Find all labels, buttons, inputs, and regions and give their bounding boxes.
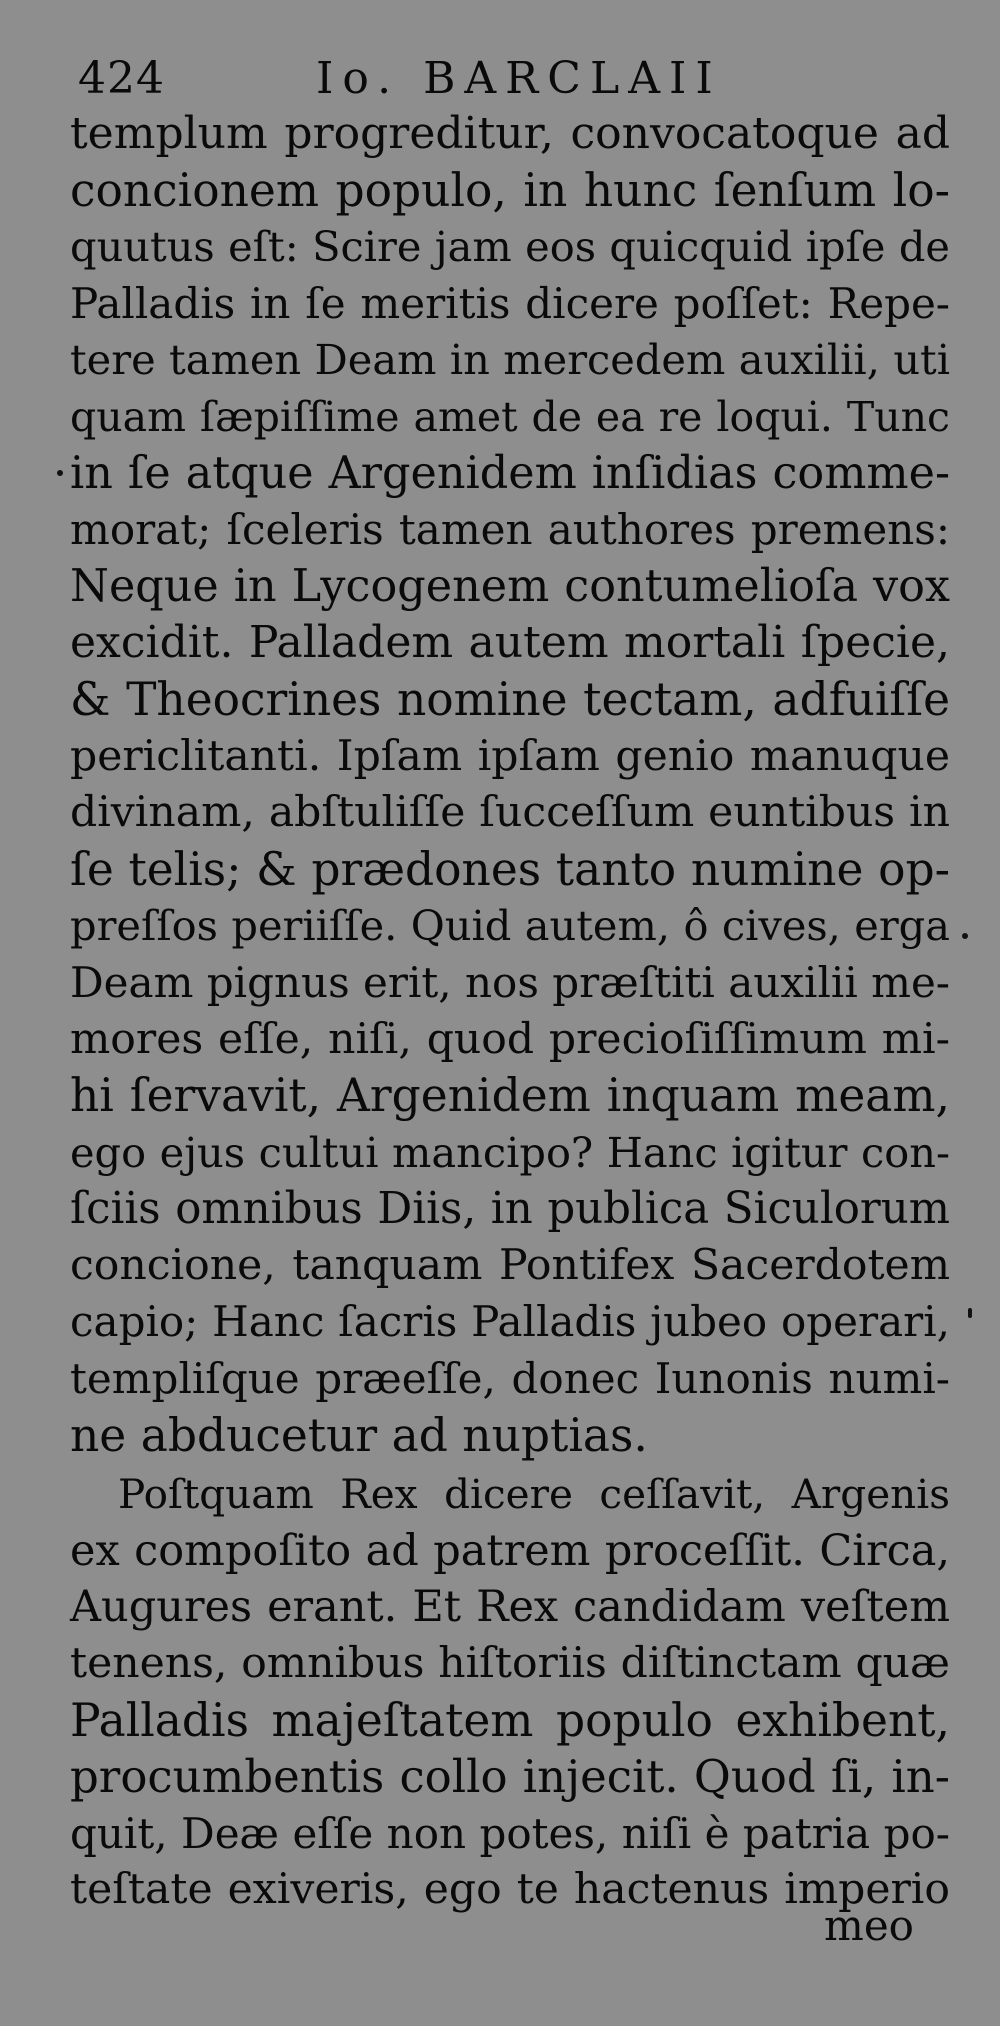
text-line: morat; ſceleris tamen authores premens: (70, 505, 950, 555)
text-line: excidit. Palladem autem mortali ſpecie, (70, 617, 950, 669)
text-line: capio; Hanc ſacris Palladis jubeo operari, (70, 1297, 950, 1347)
text-line: quit, Deæ eſſe non potes, niſi è patria po- (70, 1808, 950, 1858)
text-line: templum progreditur, convocatoque ad (70, 108, 950, 159)
paragraph-2 (70, 1466, 950, 1919)
text-line: tenens, omnibus hiſtoriis diſtinctam quæ (70, 1639, 950, 1689)
running-title: Io. BARCLAII (316, 53, 722, 104)
text-line: Augures erant. Et Rex candidam veſtem (70, 1582, 950, 1633)
catchword: meo (824, 1901, 914, 1950)
text-line: ex compoſito ad patrem proceſſit. Circa, (70, 1525, 950, 1576)
text-line: quam ſæpiſſime amet de ea re loqui. Tunc (70, 392, 950, 441)
text-line: ego ejus cultui mancipo? Hanc igitur con- (70, 1127, 950, 1177)
margin-dot (57, 470, 63, 476)
text-line: ſciis omnibus Diis, in publica Siculorum (70, 1184, 950, 1235)
text-line: preſſos periiſſe. Quid autem, ô cives, erga (70, 901, 950, 951)
text-line: concione, tanquam Pontifex Sacerdotem (70, 1240, 950, 1290)
margin-dot (962, 933, 968, 939)
page-number: 424 (78, 53, 165, 104)
text-line: teſtate exiveris, ego te hactenus imperio (70, 1865, 950, 1915)
text-line: procumbentis collo injecit. Quod ſi, in- (70, 1750, 950, 1804)
text-line: concionem populo, in hunc ſenſum lo- (70, 163, 950, 217)
text-line: tere tamen Deam in mercedem auxilii, uti (70, 335, 950, 385)
text-line: & Theocrines nomine tectam, adfuiſſe (70, 672, 950, 726)
body-text (70, 106, 950, 1919)
text-line: Palladis in ſe meritis dicere poſſet: Repe- (70, 278, 950, 328)
text-line: in ſe atque Argenidem inſidias comme- (70, 447, 950, 499)
text-line: ſe telis; & prædones tanto numine op- (70, 842, 950, 896)
text-line: ne abducetur ad nuptias. (70, 1408, 648, 1462)
text-line: periclitanti. Ipſam ipſam genio manuque (70, 731, 950, 781)
running-head (78, 46, 938, 112)
text-line: Poſtquam Rex dicere ceſſavit, Argenis (118, 1470, 950, 1519)
text-line: mores eſſe, niſi, quod precioſiſſimum mi- (70, 1014, 950, 1064)
text-line: quutus eſt: Scire jam eos quicquid ipſe de (70, 222, 950, 272)
text-line: Deam pignus erit, nos præſtiti auxilii me- (70, 957, 950, 1007)
margin-tick (968, 1308, 972, 1318)
text-line: Neque in Lycogenem contumelioſa vox (70, 560, 950, 612)
text-line: templiſque præeſſe, donec Iunonis numi- (70, 1354, 950, 1404)
paragraph-1 (70, 106, 950, 1464)
text-line: hi ſervavit, Argenidem inquam meam, (70, 1069, 950, 1123)
text-line: divinam, abſtuliſſe ſucceſſum euntibus in (70, 788, 950, 838)
text-line: Palladis majeſtatem populo exhibent, (70, 1693, 950, 1747)
